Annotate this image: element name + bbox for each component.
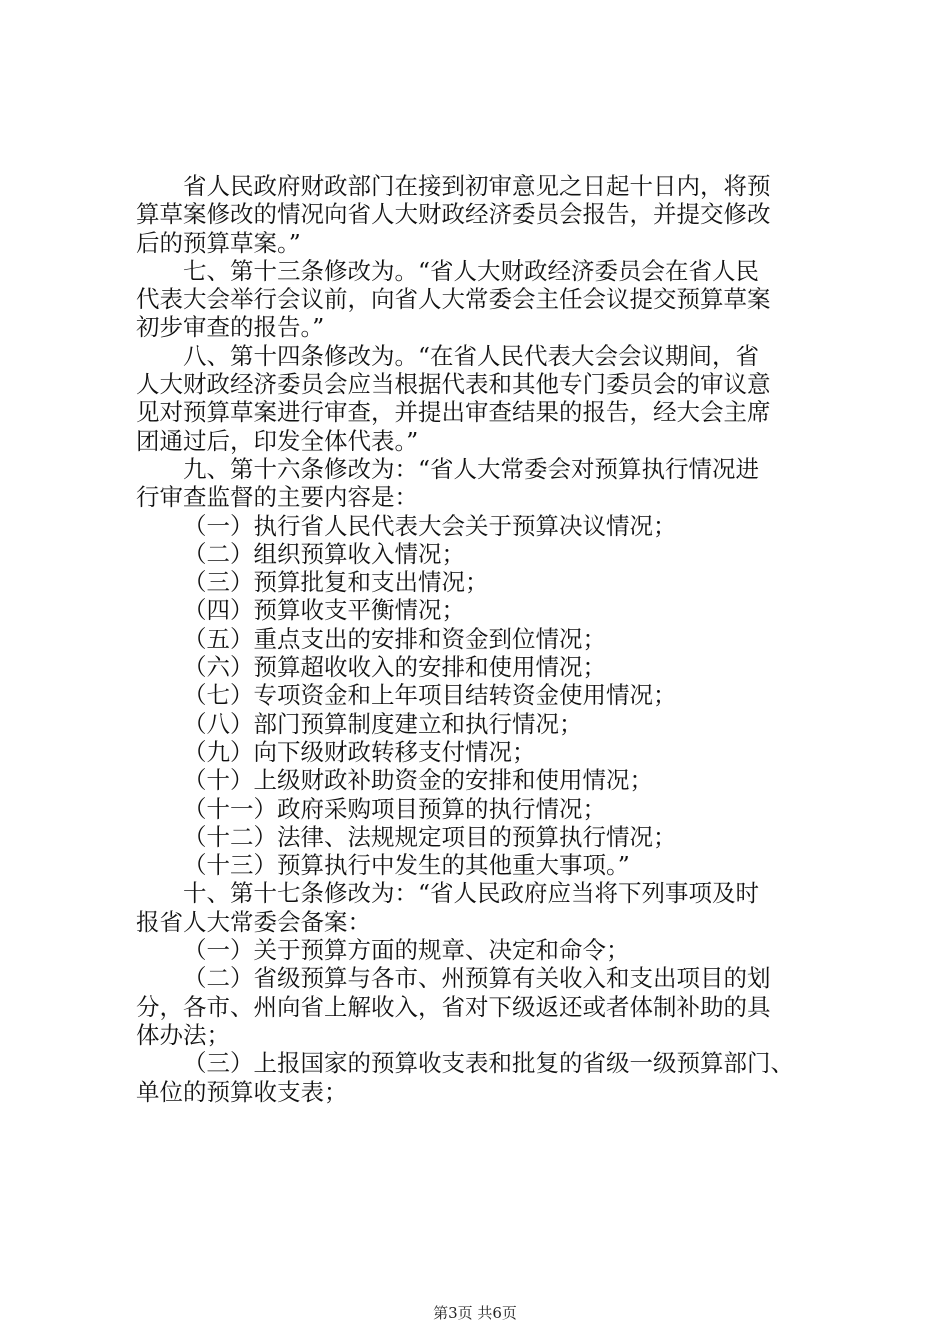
- text-line: （三）预算批复和支出情况；: [183, 568, 489, 597]
- text-line: 体办法；: [136, 1020, 230, 1049]
- text-line: 人大财政经济委员会应当根据代表和其他专门委员会的审议意: [136, 370, 771, 399]
- text-line: （十一）政府采购项目预算的执行情况；: [183, 794, 606, 823]
- text-line: （十三）预算执行中发生的其他重大事项。”: [183, 851, 630, 880]
- text-line: 算草案修改的情况向省人大财政经济委员会报告，并提交修改: [136, 200, 771, 229]
- text-line: 初步审查的报告。”: [136, 313, 325, 342]
- text-line: （二）省级预算与各市、州预算有关收入和支出项目的划: [183, 964, 771, 993]
- page-footer: 第3页 共6页: [433, 1304, 517, 1322]
- text-line: （六）预算超收收入的安排和使用情况；: [183, 653, 606, 682]
- document-body: [136, 172, 846, 1106]
- text-line: 九、第十六条修改为：“省人大常委会对预算执行情况进: [183, 454, 760, 483]
- text-line: （八）部门预算制度建立和执行情况；: [183, 709, 583, 738]
- text-line: 团通过后，印发全体代表。”: [136, 426, 419, 455]
- text-line: 十、第十七条修改为：“省人民政府应当将下列事项及时: [183, 879, 760, 908]
- text-line: （五）重点支出的安排和资金到位情况；: [183, 624, 606, 653]
- text-line: （一）关于预算方面的规章、决定和命令；: [183, 936, 630, 965]
- text-line: （十二）法律、法规规定项目的预算执行情况；: [183, 822, 677, 851]
- text-line: （二）组织预算收入情况；: [183, 539, 465, 568]
- text-line: 后的预算草案。”: [136, 228, 301, 257]
- text-line: 省人民政府财政部门在接到初审意见之日起十日内，将预: [183, 172, 771, 200]
- text-line: （四）预算收支平衡情况；: [183, 596, 465, 625]
- text-line: 行审查监督的主要内容是：: [136, 483, 418, 512]
- text-line: （三）上报国家的预算收支表和批复的省级一级预算部门、: [183, 1049, 794, 1078]
- text-line: 八、第十四条修改为。“在省人民代表大会会议期间，省: [183, 341, 760, 370]
- text-line: （七）专项资金和上年项目结转资金使用情况；: [183, 681, 677, 710]
- text-line: （一）执行省人民代表大会关于预算决议情况；: [183, 511, 677, 540]
- text-line: （九）向下级财政转移支付情况；: [183, 737, 536, 766]
- text-line: 单位的预算收支表；: [136, 1077, 348, 1106]
- text-line: 报省人大常委会备案：: [136, 907, 371, 936]
- text-line: 见对预算草案进行审查，并提出审查结果的报告，经大会主席: [136, 398, 771, 427]
- text-line: （十）上级财政补助资金的安排和使用情况；: [183, 766, 653, 795]
- text-line: 代表大会举行会议前，向省人大常委会主任会议提交预算草案: [136, 285, 771, 314]
- text-line: 七、第十三条修改为。“省人大财政经济委员会在省人民: [183, 256, 760, 285]
- text-line: 分，各市、州向省上解收入，省对下级返还或者体制补助的具: [136, 992, 771, 1021]
